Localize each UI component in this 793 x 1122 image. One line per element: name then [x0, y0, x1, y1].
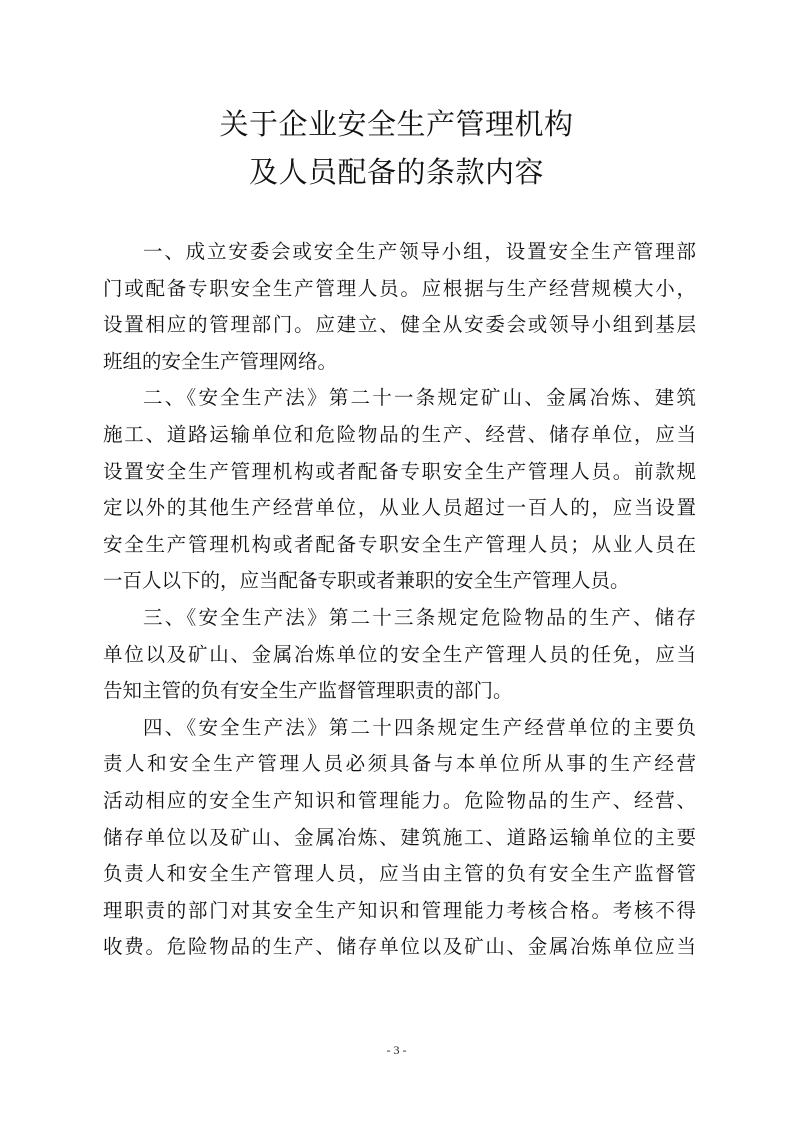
paragraph-line: 一百人以下的，应当配备专职或者兼职的安全生产管理人员。 [103, 569, 630, 593]
paragraph-line: 安全生产管理机构或者配备专职安全生产管理人员；从业人员在 [103, 532, 696, 556]
document-body [103, 234, 696, 966]
paragraph-4 [103, 710, 696, 966]
paragraph-line: 活动相应的安全生产知识和管理能力。危险物品的生产、经营、 [103, 788, 696, 812]
paragraph-line: 理职责的部门对其安全生产知识和管理能力考核合格。考核不得 [103, 898, 696, 922]
paragraph-line: 收费。危险物品的生产、储存单位以及矿山、金属冶炼单位应当 [103, 935, 696, 959]
paragraph-line: 单位以及矿山、金属冶炼单位的安全生产管理人员的任免，应当 [103, 642, 696, 666]
paragraph-line: 责人和安全生产管理人员必须具备与本单位所从事的生产经营 [103, 752, 696, 776]
paragraph-line: 门或配备专职安全生产管理人员。应根据与生产经营规模大小， [103, 276, 696, 300]
document-title-line-2: 及人员配备的条款内容 [248, 155, 544, 189]
paragraph-1 [103, 234, 696, 380]
paragraph-3 [103, 600, 696, 710]
paragraph-line: 设置安全生产管理机构或者配备专职安全生产管理人员。前款规 [103, 459, 696, 483]
paragraph-line: 三、《安全生产法》第二十三条规定危险物品的生产、储存 [143, 605, 696, 629]
paragraph-line: 负责人和安全生产管理人员，应当由主管的负有安全生产监督管 [103, 862, 696, 886]
paragraph-line: 二、《安全生产法》第二十一条规定矿山、金属冶炼、建筑 [143, 386, 696, 410]
page-number: - 3 - [386, 1043, 407, 1057]
paragraph-line: 设置相应的管理部门。应建立、健全从安委会或领导小组到基层 [103, 313, 696, 337]
paragraph-line: 定以外的其他生产经营单位，从业人员超过一百人的，应当设置 [103, 496, 696, 520]
paragraph-line: 施工、道路运输单位和危险物品的生产、经营、储存单位，应当 [103, 422, 696, 446]
paragraph-line: 告知主管的负有安全生产监督管理职责的部门。 [103, 679, 513, 703]
paragraph-line: 四、《安全生产法》第二十四条规定生产经营单位的主要负 [143, 715, 696, 739]
paragraph-line: 储存单位以及矿山、金属冶炼、建筑施工、道路运输单位的主要 [103, 825, 696, 849]
document-title-line-1: 关于企业安全生产管理机构 [219, 107, 574, 141]
paragraph-line: 一、成立安委会或安全生产领导小组，设置安全生产管理部 [143, 240, 696, 263]
paragraph-line: 班组的安全生产管理网络。 [103, 349, 338, 373]
paragraph-2 [103, 380, 696, 600]
